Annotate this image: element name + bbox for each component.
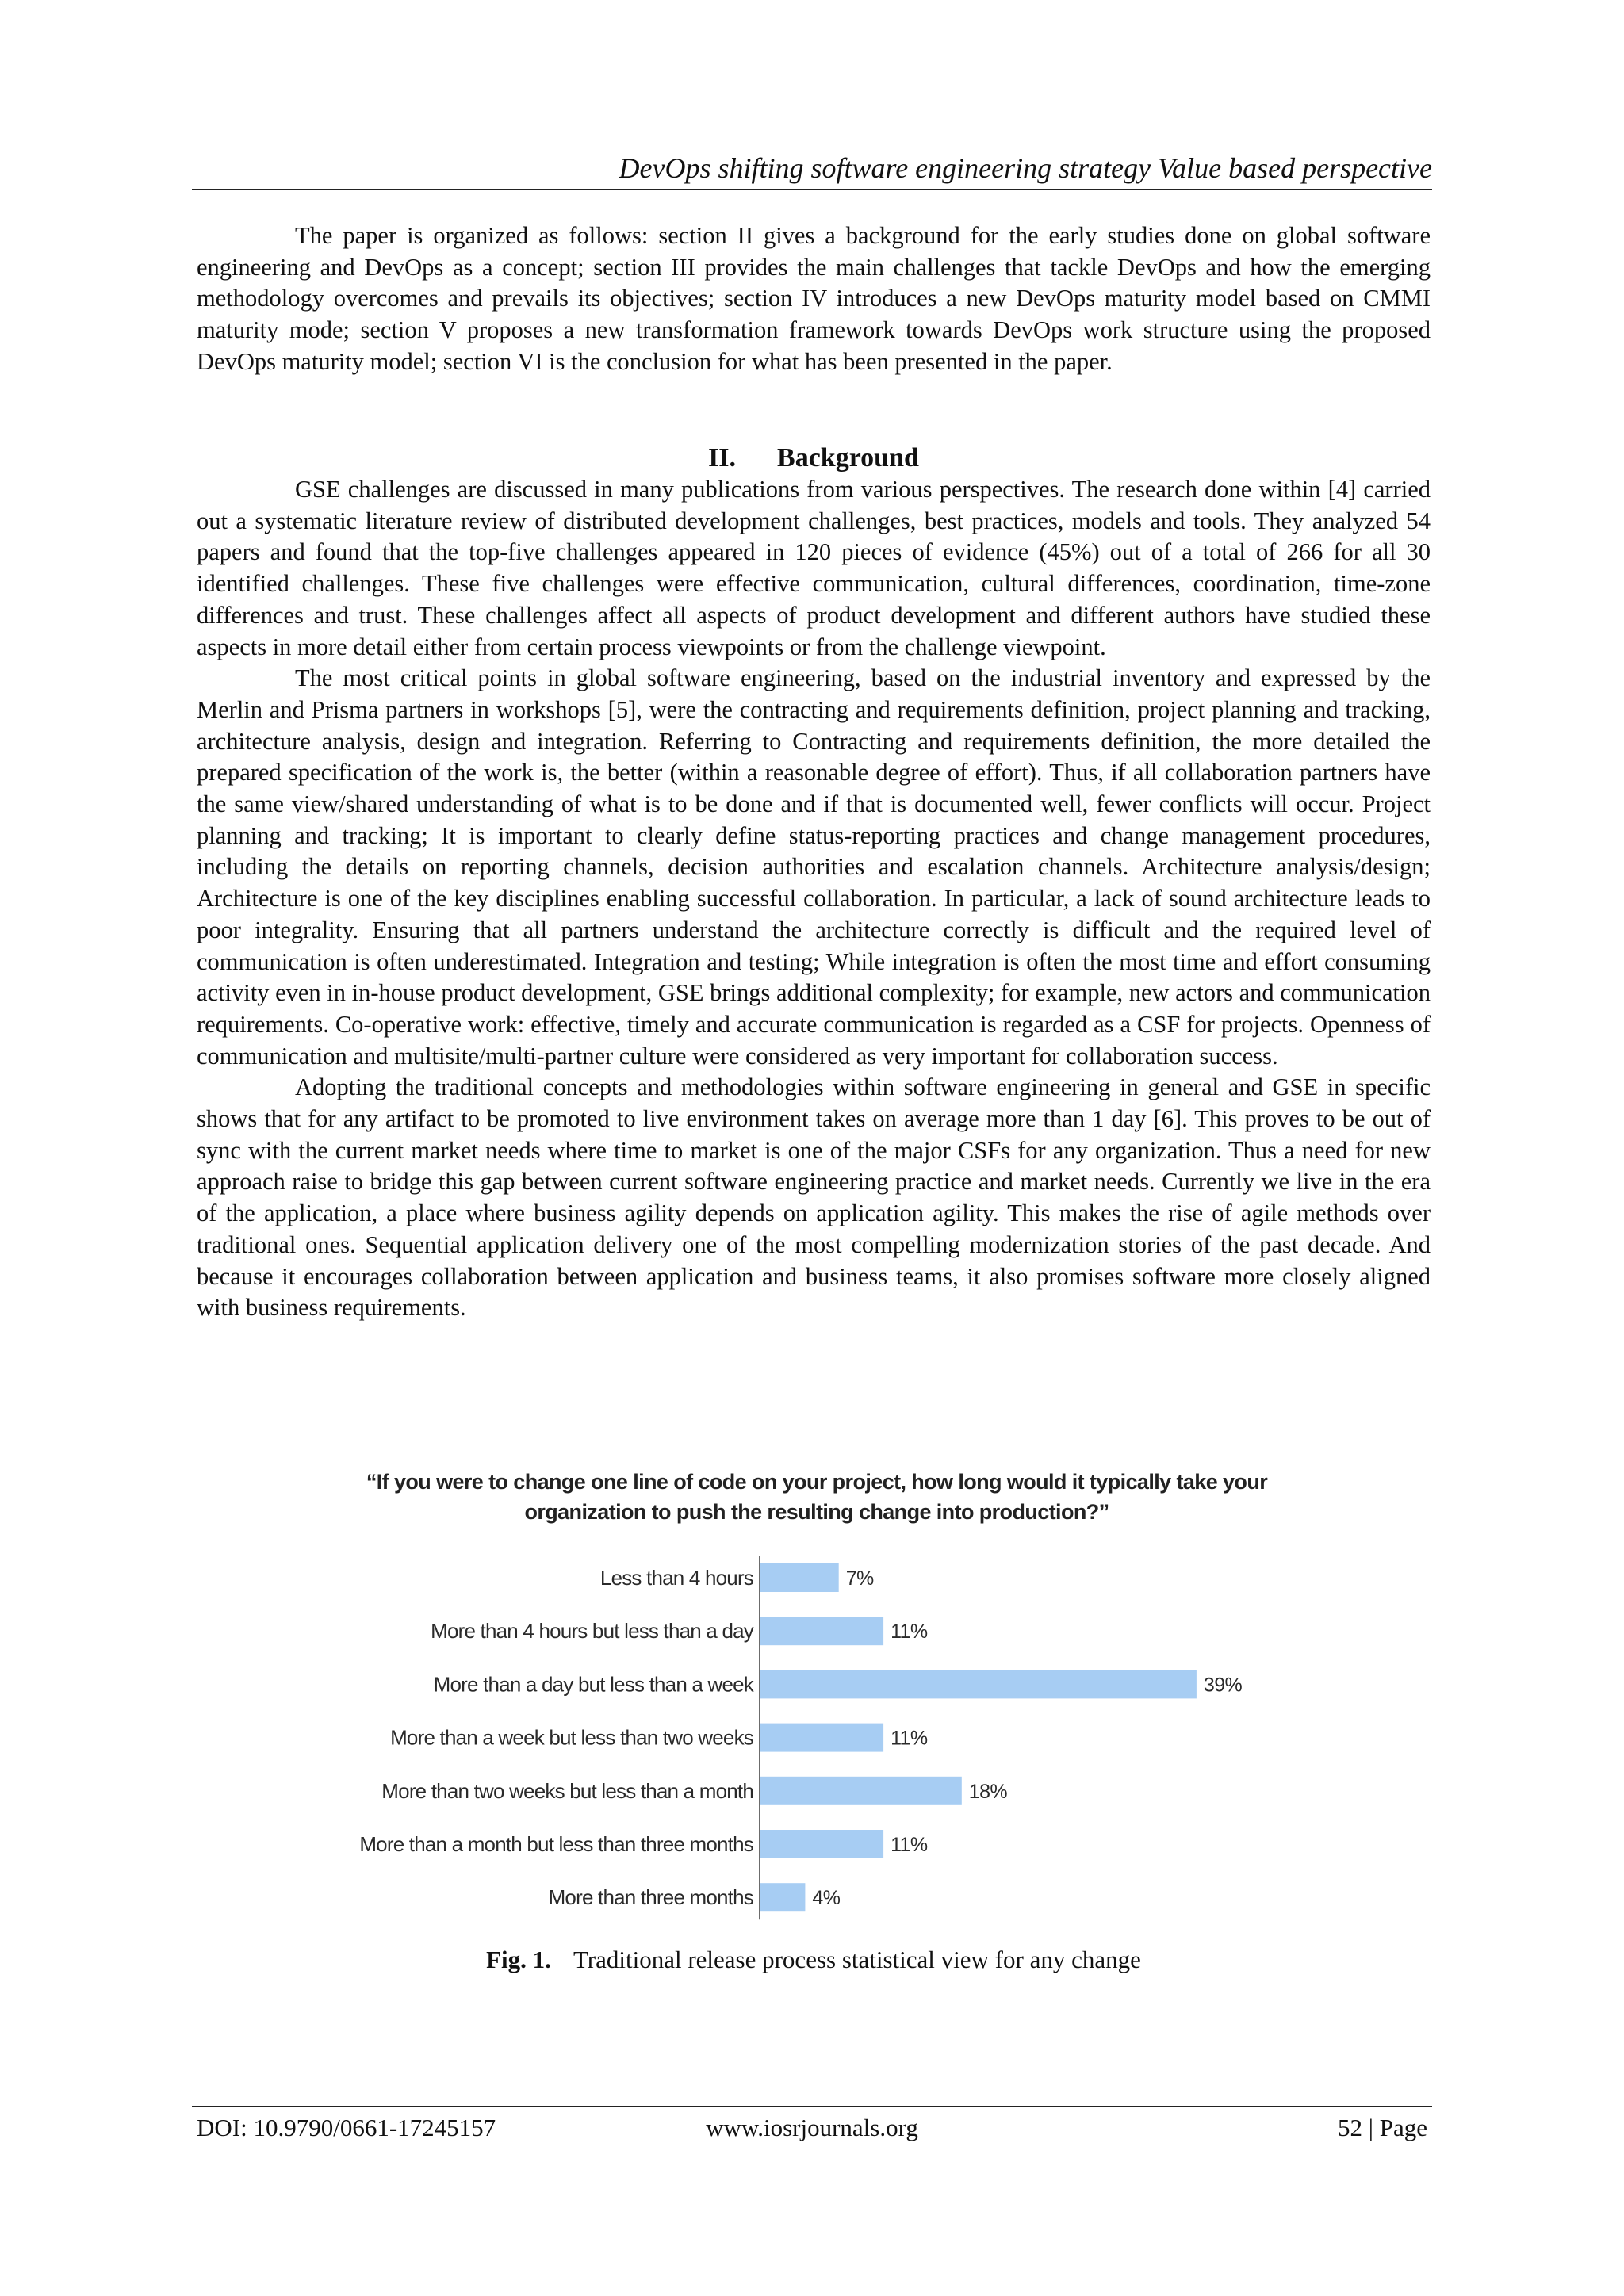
figure-label: Fig. 1.	[486, 1946, 551, 1973]
value-label: 11%	[891, 1727, 928, 1750]
section-title: Background	[777, 443, 919, 473]
category-label: More than 4 hours but less than a day	[431, 1619, 753, 1644]
figure-chart	[349, 1467, 1285, 1942]
category-label: More than three months	[548, 1885, 753, 1910]
bar	[760, 1883, 805, 1911]
bar	[760, 1670, 1197, 1698]
value-label: 11%	[891, 1621, 928, 1644]
footer-page-number: 52 | Page	[1338, 2114, 1427, 2141]
value-label: 39%	[1203, 1674, 1243, 1697]
background-paragraph-2: The most critical points in global software engineering, based on the industrial inventory and expressed by the Merlin and Prisma partners in workshops [5], were the contracting and requirements definition, project planning and tracking, architecture analysis, design and integration. Referring to Contracting and requirements definition, the more detailed the prepared specification of the work is, the better (within a reasonable degree of effort). Thus, if all collaboration partners have the same view/shared understanding of what is to be done and if that is documented well, fewer conflicts will occur. Project planning and tracking; It is important to clearly define status-reporting practices and change management procedures, including the details on reporting channels, decision authorities and escalation channels. Architecture analysis/design; Architecture is one of the key disciplines enabling successful collaboration. In particular, a lack of sound architecture leads to poor integrality. Ensuring that all partners understand the architecture correctly is difficult and the required level of communication is often underestimated. Integration and testing; While integration is often the most time and effort consuming activity even in in-house product development, GSE brings additional complexity; for example, new actors and communication requirements. Co-operative work: effective, timely and accurate communication is regarded as a CSF for projects. Openness of communication and multisite/multi-partner culture were considered as very important for collaboration success.	[197, 664, 1431, 1070]
intro-paragraph: The paper is organized as follows: section II gives a background for the early studies done on global software engineering and DevOps as a concept; section III provides the main challenges that tackle DevOps and how the emerging methodology overcomes and prevails its objectives; section IV introduces a new DevOps maturity model based on CMMI maturity mode; section V proposes a new transformation framework towards DevOps work structure using the proposed DevOps maturity model; section VI is the conclusion for what has been presented in the paper.	[197, 222, 1431, 375]
bar	[760, 1830, 883, 1858]
chart-title-line-1: “If you were to change one line of code on your project, how long would it typically take your	[366, 1470, 1268, 1494]
bar	[760, 1724, 883, 1752]
background-paragraph-1: GSE challenges are discussed in many publications from various perspectives. The research done within [4] carried out a systematic literature review of distributed development challenges, best practices, models and tools. They analyzed 54 papers and found that the top-five challenges appeared in 120 pieces of evidence (45%) out of a total of 266 for all 30 identified challenges. These five challenges were effective communication, cultural differences, coordination, time-zone differences and trust. These challenges affect all aspects of product development and different authors have studied these aspects in more detail either from certain process viewpoints or from the challenge viewpoint.	[197, 476, 1431, 660]
section-heading	[197, 442, 1431, 475]
section-number: II.	[708, 443, 737, 473]
footer-doi: DOI: 10.9790/0661-17245157	[197, 2114, 496, 2141]
bar	[760, 1563, 839, 1592]
background-paragraph-3: Adopting the traditional concepts and methodologies within software engineering in general and GSE in specific shows that for any artifact to be promoted to live environment takes on average more than 1 day [6]. This proves to be out of sync with the current market needs where time to market is one of the major CSFs for any organization. Thus a need for new approach raise to bridge this gap between current software engineering practice and market needs. Currently we live in the era of the application, a place where business agility depends on application agility. This makes the rise of agile methods over traditional ones. Sequential application delivery one of the most compelling modernization stories of the past decade. And because it encourages collaboration between application and business teams, it also promises software more closely aligned with business requirements.	[197, 1073, 1431, 1322]
running-head: DevOps shifting software engineering strategy Value based perspective	[619, 152, 1432, 184]
bar-chart	[349, 1467, 1285, 1942]
category-label: More than a day but less than a week	[433, 1672, 753, 1697]
value-label: 11%	[891, 1834, 928, 1856]
bar	[760, 1777, 962, 1805]
category-label: Less than 4 hours	[599, 1566, 753, 1590]
figure-caption-text: Traditional release process statistical view for any change	[573, 1946, 1141, 1973]
background-section	[197, 474, 1431, 1324]
value-label: 18%	[968, 1780, 1008, 1803]
category-label: More than a week but less than two weeks	[390, 1725, 753, 1750]
header-rule	[192, 189, 1432, 190]
bar	[760, 1617, 883, 1645]
chart-title-line-2: organization to push the resulting change into production?”	[524, 1500, 1109, 1524]
category-label: More than a month but less than three months	[359, 1832, 753, 1856]
figure-caption	[197, 1944, 1431, 1976]
footer-site: www.iosrjournals.org	[706, 2114, 918, 2141]
footer-rule	[192, 2106, 1432, 2107]
category-label: More than two weeks but less than a month	[381, 1778, 753, 1803]
value-label: 7%	[845, 1567, 874, 1590]
value-label: 4%	[812, 1887, 841, 1910]
intro-section	[197, 220, 1431, 378]
